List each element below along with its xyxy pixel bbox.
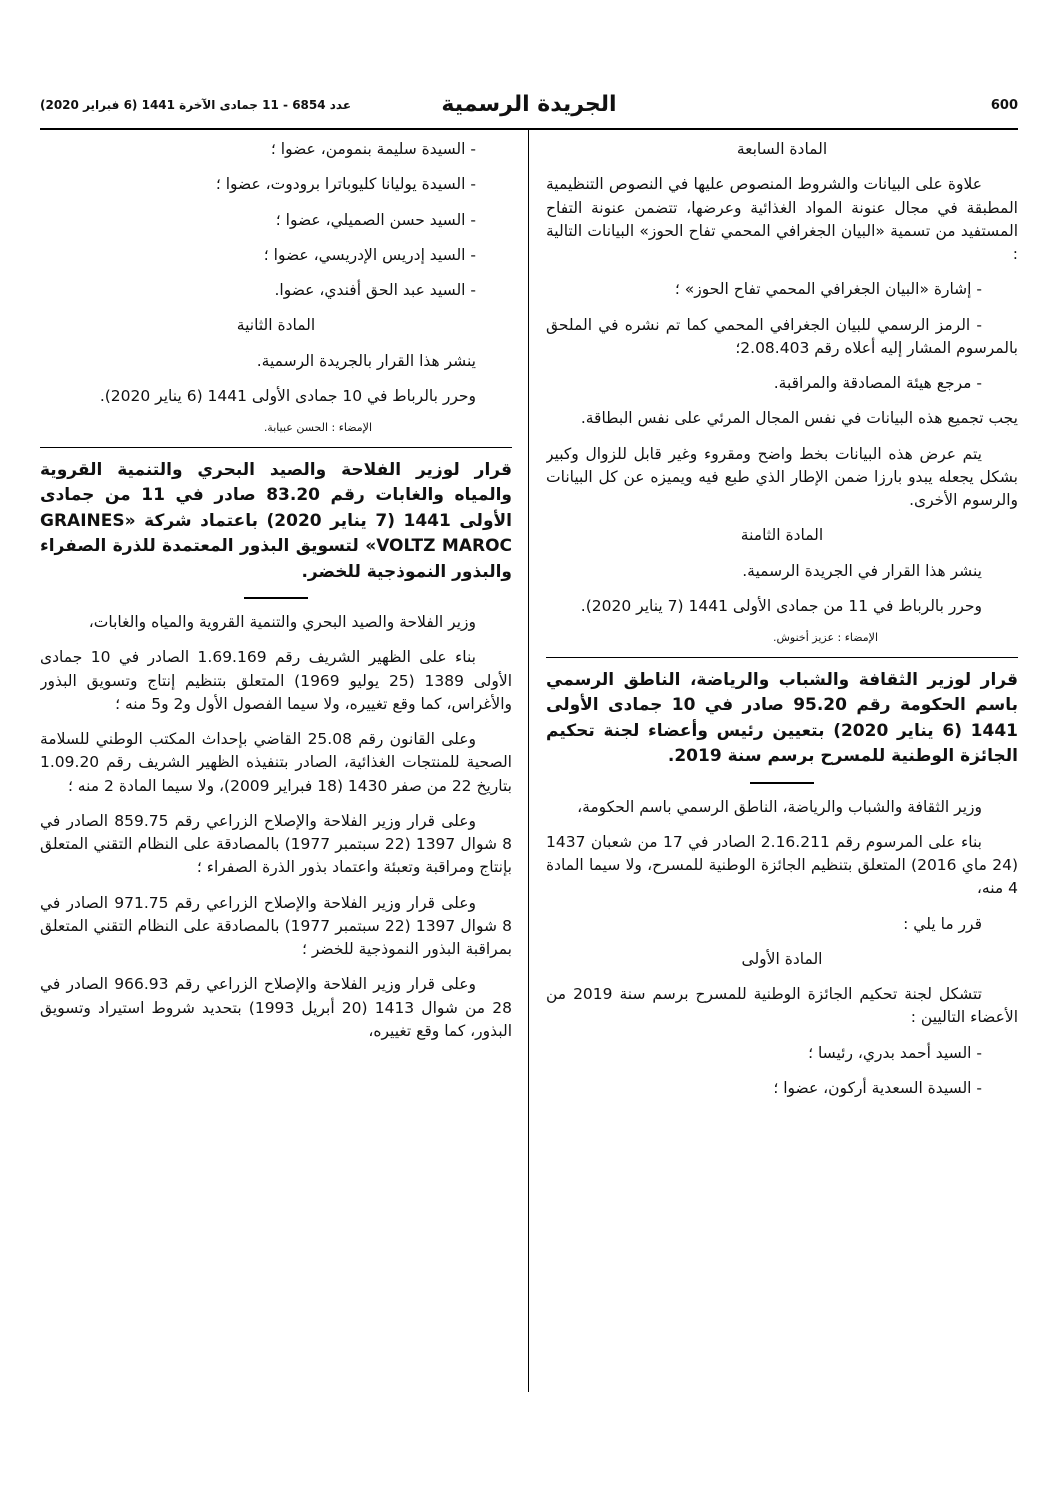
paragraph: بناء على الظهير الشريف رقم 1.69.169 الصادر في 10 جمادى الأولى 1389 (25 يوليو 1969) المتعلق بتنظيم إنتاج وتسويق البذور والأغراس، كما وقع تغييره، ولا سيما الفصول الأول و2 و5 منه ؛ (40, 648, 512, 713)
paragraph: يتم عرض هذه البيانات بخط واضح ومقروء وغير قابل للزوال وكبير بشكل يجعله يبدو بارزا ضمن الإطار الذي طبع فيه ويميزه عن كل البيانات والرسوم الأخرى. (546, 444, 1018, 509)
article-heading: المادة السابعة (736, 140, 828, 158)
article-heading: المادة الثامنة (740, 526, 824, 545)
list-item: - إشارة «البيان الجغرافي المحمي تفاح الحوز» ؛ (674, 280, 982, 299)
paragraph: وعلى قرار وزير الفلاحة والإصلاح الزراعي رقم 971.75 الصادر في 8 شوال 1397 (22 سبتمبر 1977) بالمصادقة على النظام التقني المتعلق بمراقبة البذور النموذجية للخضر ؛ (40, 893, 512, 958)
page-header (40, 92, 1018, 128)
column-divider (528, 130, 529, 1392)
paragraph: وزير الفلاحة والصيد البحري والتنمية القروية والمياه والغابات، (88, 613, 476, 631)
paragraph: وزير الثقافة والشباب والرياضة، الناطق الرسمي باسم الحكومة، (577, 797, 982, 816)
decree-title: قرار لوزير الثقافة والشباب والرياضة، الناطق الرسمي باسم الحكومة رقم 95.20 صادر في 10 جمادى الأولى 1441 (6 يناير 2020) بتعيين رئيس وأعضاء لجنة تحكيم الجائزة الوطنية للمسرح برسم سنة 2019. (546, 669, 1018, 766)
section-separator (40, 447, 512, 448)
article-heading: المادة الأولى (741, 949, 823, 968)
right-column (546, 138, 1018, 1398)
list-item: - الرمز الرسمي للبيان الجغرافي المحمي كما تم نشره في الملحق بالمرسوم المشار إليه أعلاه رقم 2.08.403؛ (546, 315, 1018, 357)
list-item: - السيد إدريس الإدريسي، عضوا ؛ (263, 245, 476, 264)
decree-title: قرار لوزير الفلاحة والصيد البحري والتنمية القروية والمياه والغابات رقم 83.20 صادر في 11 من جمادى الأولى 1441 (7 يناير 2020) باعتماد شركة «GRAINES VOLTZ MAROC» لتسويق البذور المعتمدة للذرة الصفراء والبذور النموذجية للخضر. (40, 459, 512, 582)
header-rule (40, 128, 1018, 130)
signature: الإمضاء : عزيز أخنوش. (772, 631, 878, 644)
paragraph: ينشر هذا القرار في الجريدة الرسمية. (742, 561, 982, 580)
list-item: - السيدة السعدية أركون، عضوا ؛ (773, 1078, 982, 1097)
list-item: - السيد حسن الصميلي، عضوا ؛ (275, 210, 476, 229)
journal-title: الجريدة الرسمية (441, 92, 617, 117)
paragraph: وحرر بالرباط في 10 جمادى الأولى 1441 (6 يناير 2020). (99, 386, 476, 405)
issue-info: عدد 6854 - 11 جمادى الآخرة 1441 (6 فبراير 2020) (40, 98, 352, 112)
paragraph: يجب تجميع هذه البيانات في نفس المجال المرئي على نفس البطاقة. (580, 409, 1018, 428)
list-item: - السيدة يوليانا كليوباترا برودوت، عضوا ؛ (215, 175, 476, 194)
section-separator (546, 657, 1018, 658)
paragraph: وعلى قرار وزير الفلاحة والإصلاح الزراعي رقم 966.93 الصادر في 28 من شوال 1413 (20 أبريل 1993) بتحديد شروط استيراد وتسويق البذور، كما وقع تغييره، (40, 975, 512, 1040)
paragraph: بناء على المرسوم رقم 2.16.211 الصادر في 17 من شعبان 1437 (24 ماي 2016) المتعلق بتنظيم الجائزة الوطنية للمسرح، ولا سيما المادة 4 منه، (546, 832, 1018, 898)
paragraph: وعلى القانون رقم 25.08 القاضي بإحداث المكتب الوطني للسلامة الصحية للمنتجات الغذائية، الصادر بتنفيذه الظهير الشريف رقم 1.09.20 بتاريخ 22 من صفر 1430 (18 فبراير 2009)، ولا سيما المادة 2 منه ؛ (40, 730, 512, 795)
paragraph: وحرر بالرباط في 11 من جمادى الأولى 1441 (7 يناير 2020). (580, 596, 982, 615)
list-item: - السيد عبد الحق أفندي، عضوا. (274, 281, 476, 299)
signature: الإمضاء : الحسن عبيابة. (263, 421, 372, 434)
list-item: - مرجع هيئة المصادقة والمراقبة. (773, 374, 982, 392)
paragraph: وعلى قرار وزير الفلاحة والإصلاح الزراعي رقم 859.75 الصادر في 8 شوال 1397 (22 سبتمبر 1977) بالمصادقة على النظام التقني المتعلق بإنتاج ومراقبة وتعبئة واعتماد بذور الذرة الصفراء ؛ (40, 811, 512, 877)
paragraph: ينشر هذا القرار بالجريدة الرسمية. (256, 351, 476, 370)
list-item: - السيدة سليمة بنمومن، عضوا ؛ (270, 140, 476, 158)
paragraph: علاوة على البيانات والشروط المنصوص عليها في النصوص التنظيمية المطبقة في مجال عنونة المواد الغذائية وعرضها، تتضمن عنونة التفاح المستفيد من تسمية «البيان الجغرافي المحمي تفاح الحوز» البيانات التالية : (546, 175, 1018, 263)
article-heading: المادة الثانية (236, 316, 316, 335)
list-item: - السيد أحمد بدري، رئيسا ؛ (808, 1043, 982, 1062)
left-column (40, 138, 512, 1398)
page-number: 600 (990, 98, 1018, 113)
paragraph: تتشكل لجنة تحكيم الجائزة الوطنية للمسرح برسم سنة 2019 من الأعضاء التاليين : (546, 985, 1018, 1027)
paragraph: قرر ما يلي : (903, 914, 982, 933)
